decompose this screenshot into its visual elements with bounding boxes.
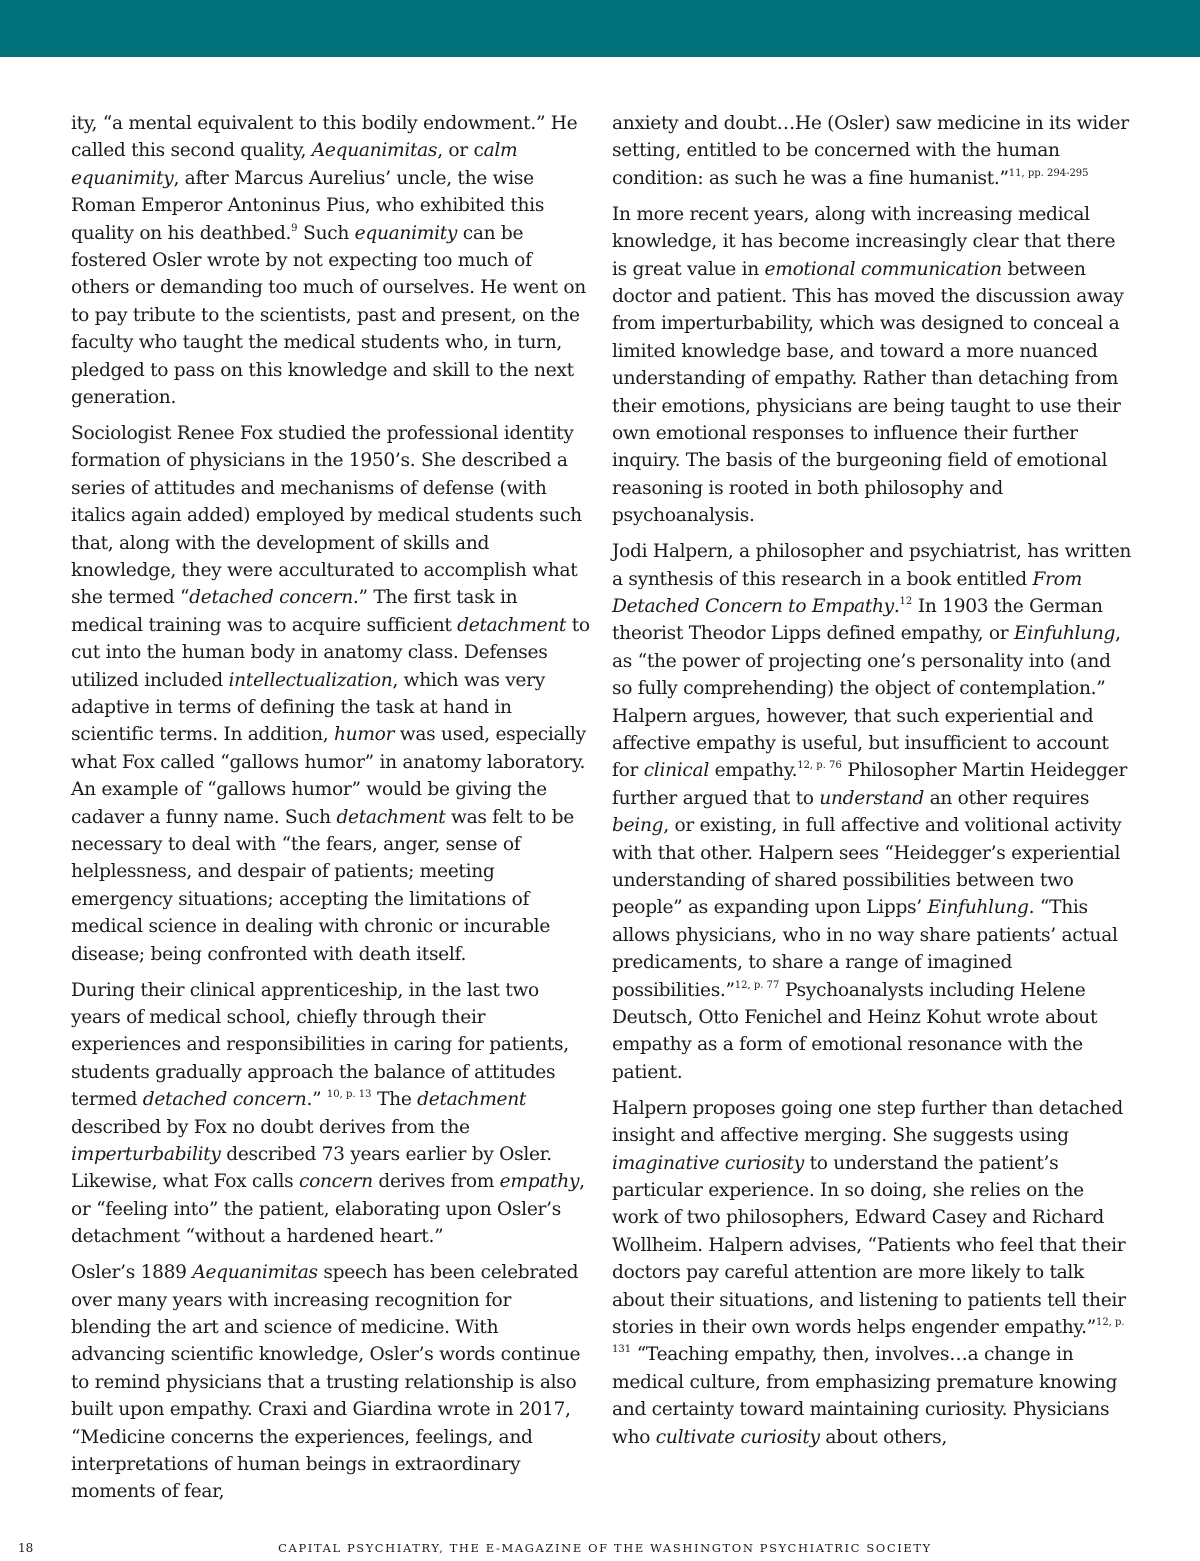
paragraph: ity, “a mental equivalent to this bodily endowment.” He called this second quality, Aequanimitas, or calm equanimity, after Marcus Aurelius’ uncle, the wise Roman Emperor Antoninus Pius, who exhibited this quality on his deathbed.$^9$ Such equanimity can be fostered Osler wrote by not expecting too much of others or demanding too much of ourselves. He went on to pay tribute to the scientists, past and present, on the faculty who taught the medical students who, in turn, pledged to pass on this knowledge and skill to the next generation.: [71, 113, 586, 409]
publication-title: CAPITAL PSYCHIATRY, THE E-MAGAZINE OF THE WASHINGTON PSYCHIATRIC SOCIETY: [278, 1541, 932, 1555]
paragraph: During their clinical apprenticeship, in the last two years of medical school, chiefly through their experiences and responsibilities in caring for patients, students gradually approach the balance of attitudes termed detached concern.” $^{10, p. 13}$ The detachment described by Fox no doubt derives from the imperturbability described 73 years earlier by Osler. Likewise, what Fox calls concern derives from empathy, or “feeling into” the patient, elaborating upon Osler’s detachment “without a hardened heart.”: [71, 979, 585, 1248]
header-color-band: [0, 0, 1200, 57]
left-text-column: [71, 110, 591, 1514]
page-number: 18: [18, 1541, 34, 1555]
paragraph: In more recent years, along with increasing medical knowledge, it has become increasingly clear that there is great value in emotional communication between doctor and patient. This has moved the discussion away from imperturbability, which was designed to conceal a limited knowledge base, and toward a more nuanced understanding of empathy. Rather than detaching from their emotions, physicians are being taught to use their own emotional responses to influence their further inquiry. The basis of the burgeoning field of emotional reasoning is rooted in both philosophy and psychoanalysis.: [612, 203, 1124, 527]
paragraph: anxiety and doubt…He (Osler) saw medicine in its wider setting, entitled to be concerned with the human condition: as such he was a fine humanist.”$^{11, pp. 294-295}$: [612, 113, 1129, 189]
paragraph: Jodi Halpern, a philosopher and psychiatrist, has written a synthesis of this research in a book entitled From Detached Concern to Empathy.$^{12}$ In 1903 the German theorist Theodor Lipps defined empathy, or Einfuhlung, as “the power of projecting one’s personality into (and so fully comprehending) the object of contemplation.” Halpern argues, however, that such experiential and affective empathy is useful, but insufficient to account for clinical empathy.$^{12, p. 76}$ Philosopher Martin Heidegger further argued that to understand an other requires being, or existing, in full affective and volitional activity with that other. Halpern sees “Heidegger’s experiential understanding of shared possibilities between two people” as expanding upon Lipps’ Einfuhlung. “This allows physicians, who in no way share patients’ actual predicaments, to share a range of imagined possibilities.”$^{12, p. 77}$ Psychoanalysts including Helene Deutsch, Otto Fenichel and Heinz Kohut wrote about empathy as a form of emotional resonance with the patient.: [612, 541, 1132, 1083]
page-footer: [0, 1541, 1200, 1561]
paragraph: Halpern proposes going one step further than detached insight and affective merging. She suggests using imaginative curiosity to understand the patient’s particular experience. In so doing, she relies on the work of two philosophers, Edward Casey and Richard Wollheim. Halpern advises, “Patients who feel that their doctors pay careful attention are more likely to talk about their situations, and listening to patients tell their stories in their own words helps engender empathy.”$^{12, p. 131}$ “Teaching empathy, then, involves…a change in medical culture, from emphasizing premature knowing and certainty toward maintaining curiosity. Physicians who cultivate curiosity about others,: [612, 1097, 1126, 1448]
paragraph: Sociologist Renee Fox studied the professional identity formation of physicians in the 1950’s. She described a series of attitudes and mechanisms of defense (with italics again added) employed by medical students such that, along with the development of skills and knowledge, they were acculturated to accomplish what she termed “detached concern.” The first task in medical training was to acquire sufficient detachment to cut into the human body in anatomy class. Defenses utilized included intellectualization, which was very adaptive in terms of defining the task at hand in scientific terms. In addition, humor was used, especially what Fox called “gallows humor” in anatomy laboratory. An example of “gallows humor” would be giving the cadaver a funny name. Such detachment was felt to be necessary to deal with “the fears, anger, sense of helplessness, and despair of patients; meeting emergency situations; accepting the limitations of medical science in dealing with chronic or incurable disease; being confronted with death itself.: [71, 422, 590, 965]
paragraph: Osler’s 1889 Aequanimitas speech has been celebrated over many years with increasing recognition for blending the art and science of medicine. With advancing scientific knowledge, Osler’s words continue to remind physicians that a trusting relationship is also built upon empathy. Craxi and Giardina wrote in 2017, “Medicine concerns the experiences, feelings, and interpretations of human beings in extraordinary moments of fear,: [71, 1262, 581, 1503]
right-text-column: [612, 110, 1132, 1460]
